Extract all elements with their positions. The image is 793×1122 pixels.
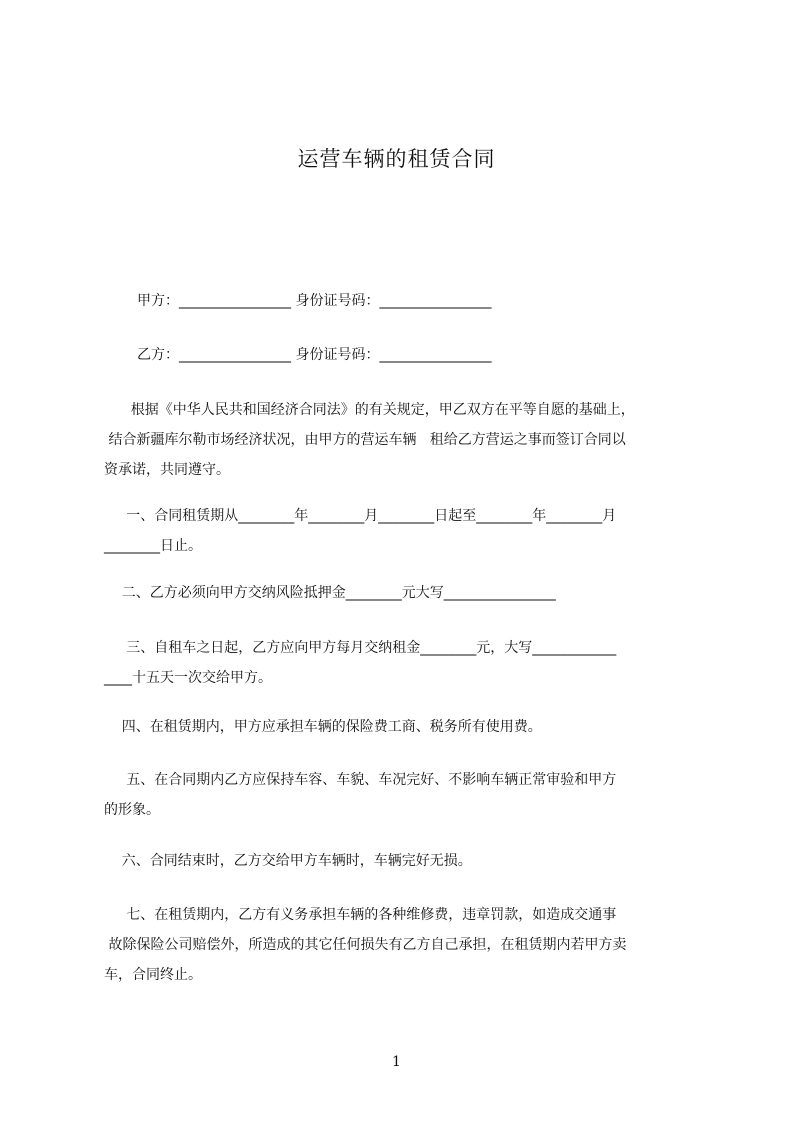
clause-1: 一、合同租赁期从________年________月________日起至________年________月 ________日止。: [104, 508, 617, 554]
clause-5: 五、在合同期内乙方应保持车容、车貌、车况完好、不影响车辆正常审验和甲方 的形象。: [104, 772, 617, 818]
intro-paragraph: 根据《中华人民共和国经济合同法》的有关规定，甲乙双方在平等自愿的基础上， 结合新疆库尔勒市场经济状况，由甲方的营运车辆 租给乙方营运之事而签订合同以 资承诺，共同遵守。: [104, 402, 635, 478]
clause-2: 二、乙方必须向甲方交纳风险抵押金________元大写________________: [104, 585, 556, 601]
party-a-line: 甲方：________________ 身份证号码：________________: [137, 293, 492, 309]
clause-7: 七、在租赁期内，乙方有义务承担车辆的各种维修费，违章罚款，如造成交通事 故除保险公司赔偿外，所造成的其它任何损失有乙方自己承担，在租赁期内若甲方卖 车，合同终止。: [104, 907, 627, 983]
clause-3: 三、自租车之日起，乙方应向甲方每月交纳租金________元，大写____________ ____十五天一次交给甲方。: [104, 640, 617, 686]
document-title: 运营车辆的租赁合同: [297, 147, 496, 171]
clause-6: 六、合同结束时，乙方交给甲方车辆时，车辆完好无损。: [104, 853, 472, 869]
page-number: 1: [392, 1054, 401, 1070]
clause-4: 四、在租赁期内，甲方应承担车辆的保险费工商、税务所有使用费。: [104, 719, 542, 735]
party-b-line: 乙方：________________ 身份证号码：________________: [137, 347, 492, 363]
